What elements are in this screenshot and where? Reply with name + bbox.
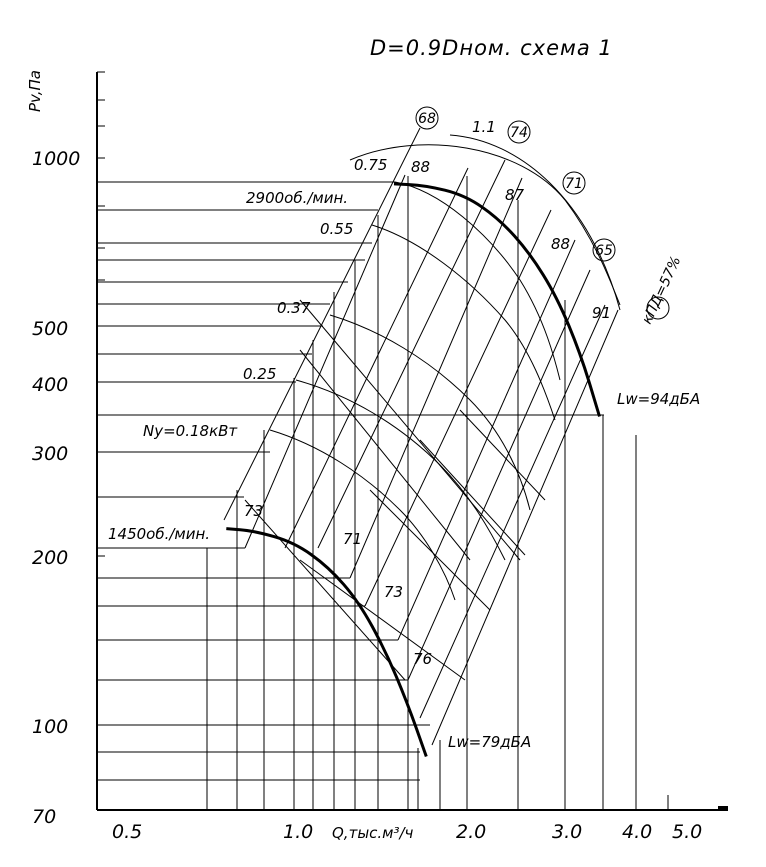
eff-high-label-3: 88 xyxy=(551,235,571,253)
eff-low-label-3: 73 xyxy=(384,583,404,601)
power-curves xyxy=(270,145,620,600)
power-label-0.25: 0.25 xyxy=(243,365,277,383)
efficiency-label-71: 71 xyxy=(565,176,583,192)
power-label-1.1: 1.1 xyxy=(472,118,496,136)
eff-low-label-1: 73 xyxy=(244,502,264,520)
y-tick-labels xyxy=(32,148,80,828)
series-line-2900rpm xyxy=(394,184,600,417)
noise-label-94: Lw=94дБА xyxy=(617,390,701,408)
power-label-0.75: 0.75 xyxy=(354,156,388,174)
efficiency-label-65: 65 xyxy=(595,243,613,259)
y-axis-ticks xyxy=(97,72,105,725)
y-tick-label-100: 100 xyxy=(32,716,69,738)
efficiency-label-68: 68 xyxy=(418,111,436,127)
series-label-1450rpm: 1450об./мин. xyxy=(108,525,211,543)
eff-high-label-4: 91 xyxy=(592,304,612,322)
x-tick-label-1.0: 1.0 xyxy=(283,821,314,843)
efficiency-circle-71 xyxy=(563,172,585,194)
eff-low-label-2: 71 xyxy=(343,530,363,548)
efficiency-circle-65 xyxy=(593,239,615,261)
vertical-gridlines xyxy=(207,176,668,810)
y-tick-label-500: 500 xyxy=(32,318,69,340)
x-tick-label-3.0: 3.0 xyxy=(552,821,583,843)
power-labels xyxy=(143,118,496,440)
power-label-0.37: 0.37 xyxy=(277,299,311,317)
y-tick-label-1000: 1000 xyxy=(32,148,81,170)
efficiency-arc xyxy=(450,135,620,310)
y-tick-label-200: 200 xyxy=(32,547,69,569)
x-tick-label-5.0: 5.0 xyxy=(672,821,703,843)
eff-high-label-2: 87 xyxy=(505,186,525,204)
x-tick-label-0.5: 0.5 xyxy=(112,821,143,843)
y-tick-label-300: 300 xyxy=(32,443,69,465)
efficiency-label-57: кПД=57% xyxy=(639,253,685,327)
x-tick-label-2.0: 2.0 xyxy=(456,821,487,843)
eff-low-label-4: 76 xyxy=(413,650,433,668)
y-tick-label-400: 400 xyxy=(32,374,69,396)
eff-high-label-1: 88 xyxy=(411,158,431,176)
power-label-0.18: Ny=0.18кВт xyxy=(143,422,238,440)
efficiency-circle-68 xyxy=(416,107,438,129)
y-axis-label: Pv,Па xyxy=(26,70,44,112)
series-line-1450rpm xyxy=(226,529,426,757)
efficiency-circle-74 xyxy=(508,121,530,143)
x-axis-label: Q,тыс.м³/ч xyxy=(332,824,414,842)
efficiency-labels-low xyxy=(244,502,432,668)
series-label-2900rpm: 2900об./мин. xyxy=(246,189,349,207)
efficiency-circle-57 xyxy=(639,254,684,327)
chart-title: D=0.9Dном. схема 1 xyxy=(370,36,613,60)
y-tick-label-70: 70 xyxy=(32,806,57,828)
x-tick-label-4.0: 4.0 xyxy=(622,821,653,843)
cross-diagonals xyxy=(245,300,545,680)
efficiency-label-74: 74 xyxy=(510,125,528,141)
power-label-0.55: 0.55 xyxy=(320,220,354,238)
noise-label-79: Lw=79дБА xyxy=(448,733,532,751)
